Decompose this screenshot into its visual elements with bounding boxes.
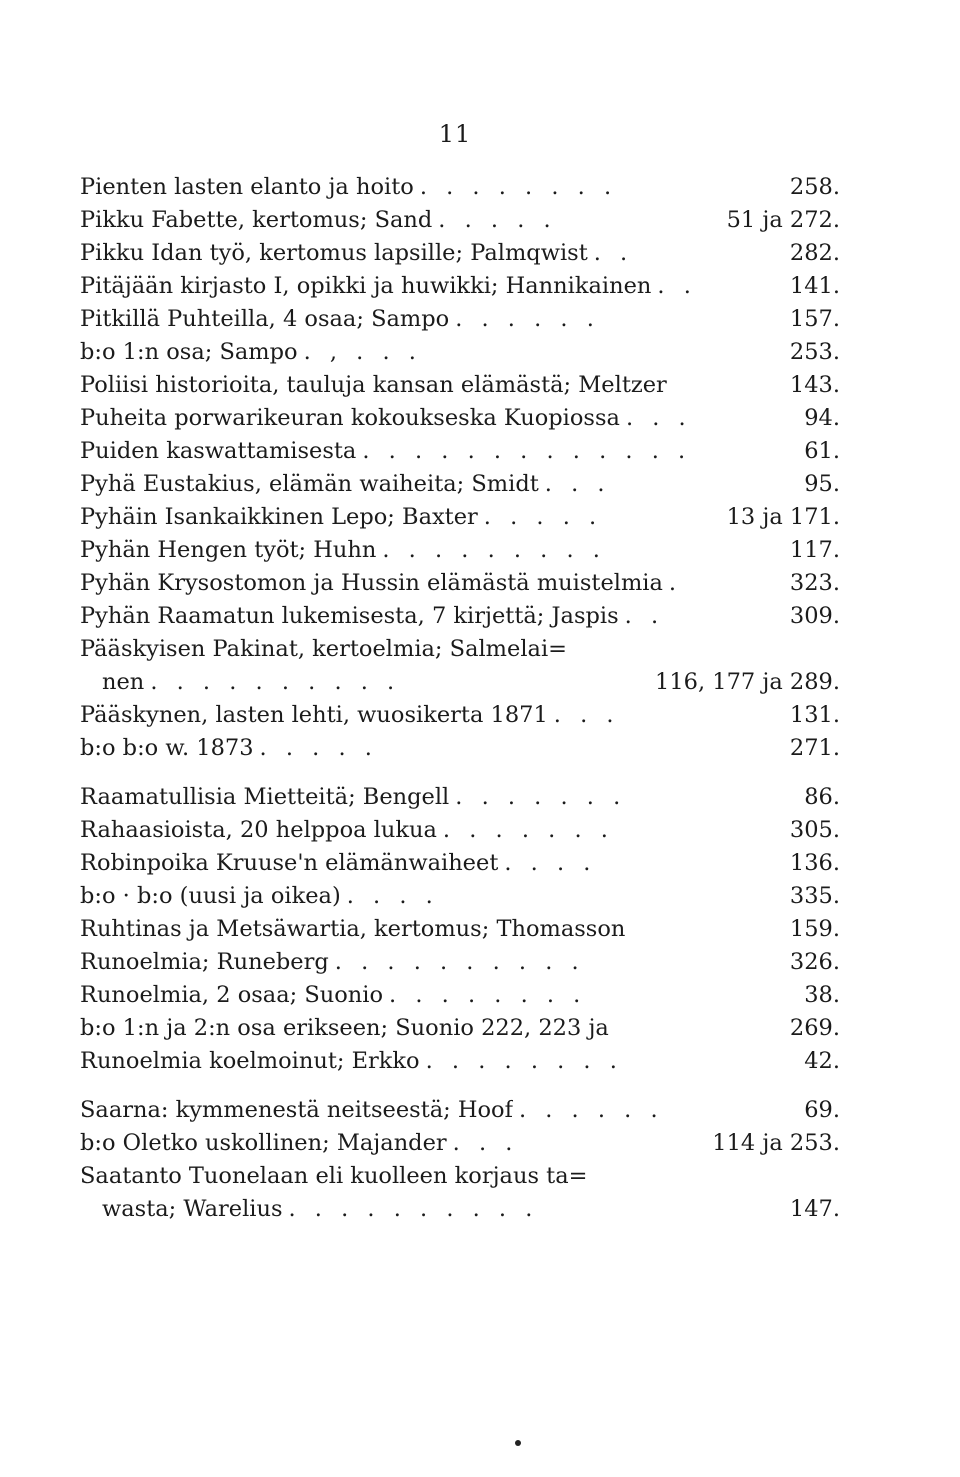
entry-leader-dots: . . . . . . . . . .: [150, 669, 401, 695]
entry-leader-dots: . . .: [625, 405, 692, 431]
index-entry: [80, 537, 840, 570]
entry-page-numbers: 147.: [789, 1196, 840, 1222]
entry-title: Pyhäin Isankaikkinen Lepo; Baxter: [80, 504, 478, 530]
index-entry: [80, 1196, 840, 1229]
entry-leader-dots: . . . . . .: [455, 306, 600, 332]
entry-page-numbers: 95.: [804, 471, 840, 497]
entry-leader-dots: . . . . . . . .: [389, 982, 587, 1008]
index-entry: [80, 504, 840, 537]
entry-leader-dots: . . . . . . . . .: [382, 537, 606, 563]
entry-page-numbers: 269.: [789, 1015, 840, 1041]
index-entry: [80, 1130, 840, 1163]
entry-title: Robinpoika Kruuse'n elämänwaiheet: [80, 850, 499, 876]
entry-title: nen: [102, 669, 145, 695]
footer-mark: [515, 1440, 521, 1446]
index-entry: [80, 273, 840, 306]
entry-title: b:o 1:n osa; Sampo: [80, 339, 298, 365]
entry-page-numbers: 94.: [804, 405, 840, 431]
index-entry: [80, 850, 840, 883]
entry-title: Pienten lasten elanto ja hoito: [80, 174, 414, 200]
entry-leader-dots: . . . . . . .: [442, 817, 614, 843]
index-entry: [80, 603, 840, 636]
entry-title: Runoelmia koelmoinut; Erkko: [80, 1048, 420, 1074]
entry-leader-dots: . . .: [544, 471, 611, 497]
entry-leader-dots: .: [668, 570, 683, 596]
entry-title: Saatanto Tuonelaan eli kuolleen korjaus ta=: [80, 1163, 588, 1189]
entry-title: Raamatullisia Mietteitä; Bengell: [80, 784, 450, 810]
entry-title: Poliisi historioita, tauluja kansan elämästä; Meltzer: [80, 372, 667, 398]
entry-title: Pyhän Raamatun lukemisesta, 7 kirjettä; Jaspis: [80, 603, 619, 629]
entry-page-numbers: 258.: [789, 174, 840, 200]
index-entry: [80, 1163, 840, 1196]
entry-leader-dots: . . . . . . . . . .: [288, 1196, 539, 1222]
entry-page-numbers: 282.: [789, 240, 840, 266]
index-entry: [80, 636, 840, 669]
entry-title: b:o Oletko uskollinen; Majander: [80, 1130, 447, 1156]
entry-page-numbers: 309.: [789, 603, 840, 629]
entry-leader-dots: . .: [593, 240, 634, 266]
index-entry: [80, 438, 840, 471]
index-entry: [80, 174, 840, 207]
entry-title: Pitäjään kirjasto I, opikki ja huwikki; Hannikainen: [80, 273, 652, 299]
entry-page-numbers: 131.: [789, 702, 840, 728]
entry-page-numbers: 305.: [789, 817, 840, 843]
entry-leader-dots: . . .: [452, 1130, 519, 1156]
index-entry: [80, 949, 840, 982]
index-entry: [80, 735, 840, 768]
entry-title: b:o b:o w. 1873: [80, 735, 254, 761]
index-entry: [80, 883, 840, 916]
entry-page-numbers: 159.: [789, 916, 840, 942]
index-entry: [80, 471, 840, 504]
page-number: 11: [438, 120, 472, 148]
entry-page-numbers: 143.: [789, 372, 840, 398]
entry-page-numbers: 114 ja 253.: [712, 1130, 840, 1156]
entry-title: b:o 1:n ja 2:n osa erikseen; Suonio 222, 223 ja: [80, 1015, 609, 1041]
entry-title: Pyhä Eustakius, elämän waiheita; Smidt: [80, 471, 539, 497]
entry-title: Runoelmia, 2 osaa; Suonio: [80, 982, 384, 1008]
entry-title: Pyhän Hengen työt; Huhn: [80, 537, 377, 563]
entry-title: Puheita porwarikeuran kokoukseska Kuopiossa: [80, 405, 620, 431]
entry-leader-dots: . . . . . . . .: [419, 174, 618, 200]
entry-leader-dots: . . . . .: [259, 735, 378, 761]
index-entry: [80, 702, 840, 735]
index-entry: [80, 982, 840, 1015]
entry-title: Pikku Fabette, kertomus; Sand: [80, 207, 433, 233]
entry-page-numbers: 323.: [789, 570, 840, 596]
entry-leader-dots: . . . . .: [438, 207, 557, 233]
entry-title: Pikku Idan työ, kertomus lapsille; Palmqwist: [80, 240, 588, 266]
entry-page-numbers: 13 ja 171.: [726, 504, 840, 530]
entry-page-numbers: 335.: [789, 883, 840, 909]
index-entry: [80, 339, 840, 372]
entry-title: wasta; Warelius: [102, 1196, 283, 1222]
index-entry: [80, 1048, 840, 1081]
entry-leader-dots: . . . .: [504, 850, 597, 876]
entry-title: Rahaasioista, 20 helppoa lukua: [80, 817, 437, 843]
entry-leader-dots: . . . . .: [483, 504, 603, 530]
index-entry: [80, 784, 840, 817]
index-entry: [80, 570, 840, 603]
entry-page-numbers: 38.: [804, 982, 840, 1008]
entry-page-numbers: 51 ja 272.: [726, 207, 840, 233]
index-entry: [80, 1097, 840, 1130]
entry-page-numbers: 136.: [789, 850, 840, 876]
index-entries: [80, 174, 840, 1229]
index-entry: [80, 817, 840, 850]
section-gap: [80, 768, 840, 784]
entry-leader-dots: . .: [624, 603, 665, 629]
index-entry: [80, 306, 840, 339]
entry-page-numbers: 61.: [804, 438, 840, 464]
entry-page-numbers: 253.: [789, 339, 840, 365]
index-entry: [80, 1015, 840, 1048]
entry-page-numbers: 69.: [804, 1097, 840, 1123]
entry-page-numbers: 157.: [789, 306, 840, 332]
entry-title: b:o · b:o (uusi ja oikea): [80, 883, 341, 909]
entry-page-numbers: 86.: [804, 784, 840, 810]
entry-leader-dots: . . .: [553, 702, 620, 728]
entry-page-numbers: 271.: [789, 735, 840, 761]
entry-leader-dots: . , . . .: [303, 339, 422, 365]
entry-title: Pyhän Krysostomon ja Hussin elämästä muistelmia: [80, 570, 663, 596]
entry-title: Pääskynen, lasten lehti, wuosikerta 1871: [80, 702, 548, 728]
entry-title: Saarna: kymmenestä neitseestä; Hoof: [80, 1097, 513, 1123]
index-entry: [80, 372, 840, 405]
entry-leader-dots: . . . . . . .: [455, 784, 627, 810]
entry-leader-dots: . . . . . . . . . . . . .: [362, 438, 692, 464]
entry-page-numbers: 326.: [789, 949, 840, 975]
entry-title: Ruhtinas ja Metsäwartia, kertomus; Thomasson: [80, 916, 626, 942]
index-entry: [80, 669, 840, 702]
entry-title: Runoelmia; Runeberg: [80, 949, 329, 975]
entry-leader-dots: . . . . . .: [518, 1097, 664, 1123]
entry-leader-dots: . . . . . . . .: [425, 1048, 623, 1074]
entry-title: Puiden kaswattamisesta: [80, 438, 357, 464]
entry-page-numbers: 141.: [789, 273, 840, 299]
entry-page-numbers: 116, 177 ja 289.: [655, 669, 840, 695]
entry-page-numbers: 42.: [804, 1048, 840, 1074]
entry-title: Pääskyisen Pakinat, kertoelmia; Salmelai=: [80, 636, 567, 662]
entry-leader-dots: . .: [657, 273, 697, 299]
index-entry: [80, 207, 840, 240]
section-gap: [80, 1081, 840, 1097]
index-entry: [80, 405, 840, 438]
entry-title: Pitkillä Puhteilla, 4 osaa; Sampo: [80, 306, 450, 332]
entry-leader-dots: . . . .: [346, 883, 439, 909]
index-entry: [80, 240, 840, 273]
index-entry: [80, 916, 840, 949]
entry-leader-dots: . . . . . . . . . .: [334, 949, 585, 975]
entry-page-numbers: 117.: [789, 537, 840, 563]
